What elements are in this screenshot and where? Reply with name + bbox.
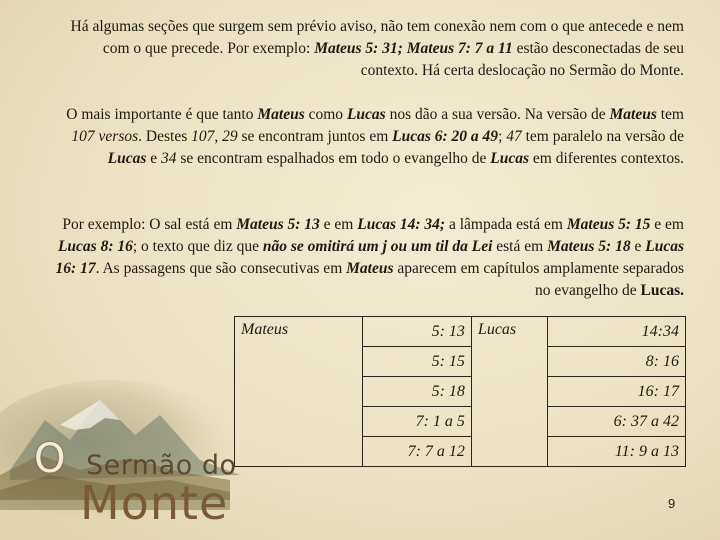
lucas-ref-cell: 14:34 bbox=[547, 317, 685, 347]
mateus-ref-cell: 7: 7 a 12 bbox=[362, 437, 471, 467]
reference: Lucas 16: 17 bbox=[55, 238, 684, 277]
text: ; bbox=[498, 128, 507, 145]
paragraph-versions bbox=[44, 104, 684, 170]
lucas-header: Lucas bbox=[471, 317, 547, 467]
text: Por exemplo: O sal está em bbox=[62, 216, 237, 233]
reference: Lucas 8: 16 bbox=[57, 238, 133, 255]
mateus-header: Mateus bbox=[235, 317, 363, 467]
reference: Mateus 5: 13 bbox=[236, 216, 320, 233]
lucas-ref-cell: 6: 37 a 42 bbox=[547, 407, 685, 437]
text: estão desconectadas de seu contexto. Há certa deslocação no Sermão do Monte. bbox=[360, 40, 684, 79]
book-name: Mateus bbox=[257, 106, 305, 123]
text: nos dão a sua versão. Na versão de bbox=[385, 106, 610, 123]
reference: Mateus 5: 15 bbox=[566, 216, 651, 233]
text: tem bbox=[656, 106, 684, 123]
text: a lâmpada está em bbox=[445, 216, 567, 233]
book-name: Mateus bbox=[346, 260, 394, 277]
mateus-ref-cell: 5: 18 bbox=[362, 377, 471, 407]
lucas-ref-cell: 8: 16 bbox=[547, 347, 685, 377]
logo-letter-o: O bbox=[34, 436, 66, 482]
number: 34 bbox=[161, 150, 177, 167]
text: , bbox=[214, 128, 223, 145]
reference: Lucas 14: 34; bbox=[357, 216, 446, 233]
text: e bbox=[630, 238, 646, 255]
lucas-ref-cell: 16: 17 bbox=[547, 377, 685, 407]
mateus-ref-cell: 7: 1 a 5 bbox=[362, 407, 471, 437]
paragraph-intro bbox=[44, 16, 684, 82]
reference: Lucas 6: 20 a 49 bbox=[392, 128, 499, 145]
book-name: Mateus bbox=[609, 106, 657, 123]
text: ; o texto que diz que bbox=[132, 238, 263, 255]
text: se encontram juntos em bbox=[237, 128, 393, 145]
book-name: Lucas bbox=[490, 150, 530, 167]
text: se encontram espalhados em todo o evangelho de bbox=[176, 150, 491, 167]
lucas-ref-cell: 11: 9 a 13 bbox=[547, 437, 685, 467]
text: e em bbox=[319, 216, 358, 233]
text: . As passagens que são consecutivas em bbox=[95, 260, 347, 277]
text: aparecem em capítulos amplamente separados no evangelho de bbox=[393, 260, 684, 299]
text: em diferentes contextos. bbox=[529, 150, 684, 167]
reference: Mateus 7: 7 a 11 bbox=[406, 40, 513, 57]
text: Há algumas seções que surgem sem prévio aviso, não tem conexão nem com o que antecede e nem com o que precede. Por exemplo: bbox=[70, 18, 684, 57]
text: como bbox=[304, 106, 347, 123]
text: está em bbox=[492, 238, 548, 255]
text: e em bbox=[650, 216, 684, 233]
logo-monte: Monte bbox=[80, 476, 229, 530]
paragraph-examples bbox=[44, 214, 684, 302]
mateus-ref-cell: 5: 13 bbox=[362, 317, 471, 347]
mateus-ref-cell: 5: 15 bbox=[362, 347, 471, 377]
book-name: Lucas. bbox=[640, 282, 684, 299]
number: 29 bbox=[222, 128, 238, 145]
book-name: Lucas bbox=[107, 150, 147, 167]
parallel-references-table bbox=[234, 316, 686, 467]
page-number: 9 bbox=[668, 496, 676, 511]
book-name: Lucas bbox=[346, 106, 386, 123]
logo-sermao-do: Sermão do bbox=[86, 450, 237, 481]
quote: não se omitirá um j ou um til da Lei bbox=[262, 238, 493, 255]
table-row bbox=[235, 317, 686, 347]
reference: Mateus 5: 18 bbox=[547, 238, 631, 255]
text: . Destes bbox=[138, 128, 192, 145]
reference: Mateus 5: 31; bbox=[314, 40, 403, 57]
number: 47 bbox=[506, 128, 522, 145]
number: 107 bbox=[191, 128, 215, 145]
text: tem paralelo na versão de bbox=[521, 128, 684, 145]
verse-count: 107 versos bbox=[71, 128, 139, 145]
text: e bbox=[146, 150, 162, 167]
text: O mais importante é que tanto bbox=[66, 106, 258, 123]
